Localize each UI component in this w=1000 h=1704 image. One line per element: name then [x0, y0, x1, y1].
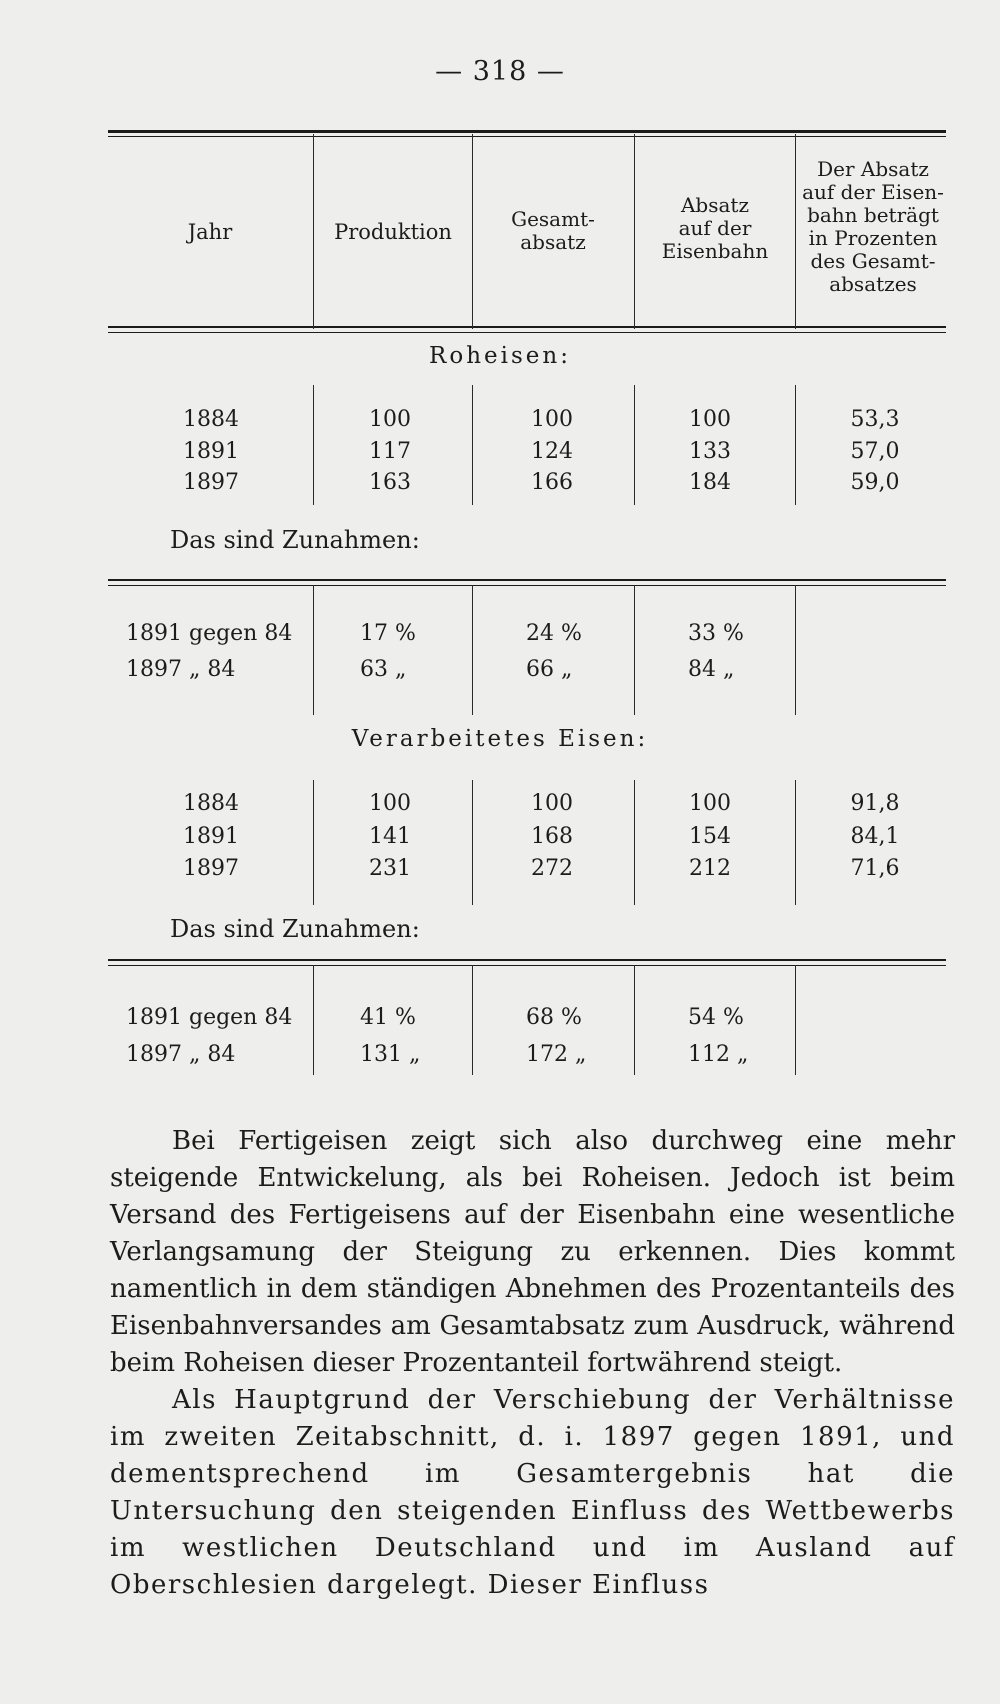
table-cell: 1891 gegen 84 [126, 1005, 293, 1030]
table-cell: 163 [369, 470, 411, 495]
header-eisenbahn-line: Absatz [680, 193, 749, 217]
header-prozent-line: bahn beträgt [807, 203, 939, 227]
col-rule [472, 385, 473, 505]
table-cell: 1884 [183, 791, 239, 816]
paragraph: Bei Fertigeisen zeigt sich also durchweg eine mehr steigende Entwickelung, als bei Roheisen. Jedoch ist beim Versand des Fertigeisens auf der Eisenbahn eine wesentliche Verlangsamung der Steigung zu erkennen. Dies kommt namentlich in dem ständigen Abnehmen des Prozentanteils des Eisenbahnversandes am Gesamtabsatz zum Ausdruck, während beim Roheisen dieser Prozentanteil fortwährend steigt. [110, 1126, 955, 1378]
table-cell: 41 % [360, 1005, 416, 1030]
header-prozent-line: des Gesamt- [810, 249, 936, 273]
col-rule [634, 385, 635, 505]
table-cell: 100 [531, 407, 573, 432]
col-rule [313, 965, 314, 1075]
table-cell: 84 „ [688, 657, 735, 682]
table-cell: 1897 „ 84 [126, 1042, 236, 1067]
table-cell: 131 „ [360, 1042, 421, 1067]
page-number: — 318 — [435, 56, 565, 87]
header-prozent [798, 158, 948, 296]
section-title-roheisen: Roheisen: [429, 343, 571, 369]
table-cell: 172 „ [526, 1042, 587, 1067]
table-cell: 1897 [183, 470, 239, 495]
table-cell: 1897 [183, 856, 239, 881]
zunahmen-rule-2 [108, 959, 946, 961]
header-prozent-line: Der Absatz [817, 157, 929, 181]
table-cell: 1884 [183, 407, 239, 432]
table-cell: 184 [689, 470, 731, 495]
col-rule [795, 134, 796, 329]
table-top-rule-thin [108, 136, 946, 137]
col-rule [313, 780, 314, 905]
table-cell: 212 [689, 856, 731, 881]
col-rule [634, 134, 635, 329]
table-cell: 1891 gegen 84 [126, 621, 293, 646]
header-gesamtabsatz-line: absatz [520, 230, 586, 254]
zunahmen-rule-2-thin [108, 965, 946, 966]
col-rule [472, 585, 473, 715]
table-cell: 71,6 [850, 856, 900, 881]
table-cell: 59,0 [850, 470, 900, 495]
table-cell: 231 [369, 856, 411, 881]
header-jahr: Jahr [187, 220, 233, 244]
col-rule [313, 385, 314, 505]
table-cell: 117 [369, 439, 411, 464]
paragraph: Als Hauptgrund der Verschiebung der Verhältnisse im zweiten Zeitabschnitt, d. i. 1897 gegen 1891, und dementsprechend im Gesamtergebnis hat die Untersuchung den steigenden Einfluss des Wettbewerbs im westlichen Deutschland und im Ausland auf Oberschlesien dargelegt. Dieser Einfluss [110, 1385, 955, 1600]
body-text [110, 1123, 955, 1604]
table-cell: 33 % [688, 621, 744, 646]
table-top-rule [108, 130, 946, 133]
table-cell: 168 [531, 824, 573, 849]
table-cell: 100 [369, 791, 411, 816]
table-cell: 141 [369, 824, 411, 849]
col-rule [795, 780, 796, 905]
table-cell: 84,1 [850, 824, 900, 849]
table-cell: 24 % [526, 621, 582, 646]
header-prozent-line: absatzes [829, 272, 917, 296]
table-cell: 53,3 [850, 407, 900, 432]
header-bottom-rule [108, 326, 946, 328]
table-cell: 100 [689, 407, 731, 432]
table-cell: 100 [689, 791, 731, 816]
col-rule [313, 585, 314, 715]
table-cell: 63 „ [360, 657, 407, 682]
header-prozent-line: auf der Eisen- [802, 180, 944, 204]
table-cell: 100 [369, 407, 411, 432]
zunahmen-rule-1-thin [108, 585, 946, 586]
col-rule [795, 965, 796, 1075]
header-bottom-rule-thin [108, 332, 946, 333]
table-cell: 54 % [688, 1005, 744, 1030]
header-eisenbahn-line: Eisenbahn [661, 239, 769, 263]
table-cell: 68 % [526, 1005, 582, 1030]
header-eisenbahn-line: auf der [678, 216, 752, 240]
table-cell: 100 [531, 791, 573, 816]
table-cell: 166 [531, 470, 573, 495]
zunahmen-title-roheisen: Das sind Zunahmen: [170, 526, 420, 554]
table-cell: 154 [689, 824, 731, 849]
col-rule [634, 585, 635, 715]
header-produktion: Produktion [334, 220, 452, 244]
col-rule [795, 585, 796, 715]
col-rule [472, 134, 473, 329]
table-cell: 91,8 [850, 791, 900, 816]
col-rule [472, 780, 473, 905]
header-gesamtabsatz-line: Gesamt- [511, 207, 595, 231]
col-rule [634, 780, 635, 905]
table-cell: 272 [531, 856, 573, 881]
header-eisenbahn [639, 194, 791, 263]
col-rule [472, 965, 473, 1075]
table-cell: 112 „ [688, 1042, 749, 1067]
table-cell: 1897 „ 84 [126, 657, 236, 682]
table-cell: 1891 [183, 439, 239, 464]
section-title-verarbeitet: Verarbeitetes Eisen: [351, 726, 649, 752]
table-cell: 1891 [183, 824, 239, 849]
header-gesamtabsatz [477, 208, 629, 254]
header-prozent-line: in Prozenten [808, 226, 938, 250]
table-cell: 133 [689, 439, 731, 464]
col-rule [795, 385, 796, 505]
zunahmen-rule-1 [108, 579, 946, 581]
table-cell: 57,0 [850, 439, 900, 464]
table-cell: 124 [531, 439, 573, 464]
col-rule [634, 965, 635, 1075]
table-cell: 17 % [360, 621, 416, 646]
zunahmen-title-verarbeitet: Das sind Zunahmen: [170, 915, 420, 943]
col-rule [313, 134, 314, 329]
table-cell: 66 „ [526, 657, 573, 682]
